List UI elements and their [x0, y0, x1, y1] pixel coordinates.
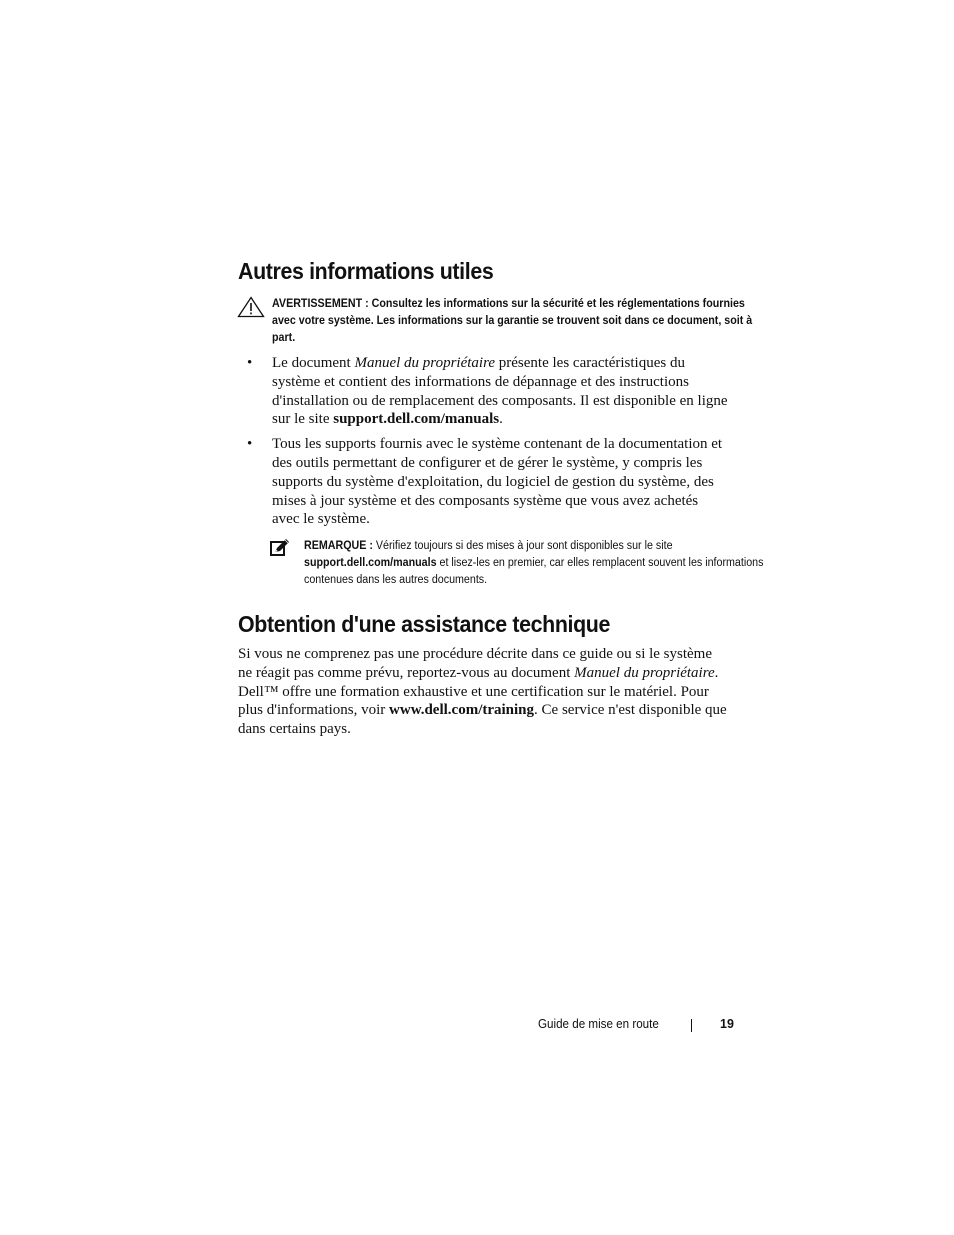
support-manuals-link: support.dell.com/manuals: [333, 411, 500, 428]
list-item-text: Tous les supports fournis avec le système contenant de la documentation et des outils permettant de configurer et de gérer le système, y compris les supports du système d'exploitation, du logiciel de gestion du système, des mises à jour système et des composants système que vous avez achetés avec le système.: [272, 436, 723, 528]
warning-triangle-icon: [237, 296, 265, 324]
note-label: REMARQUE :: [304, 540, 373, 552]
paragraph-text: . Ce service n'est disponible que dans certains pays.: [238, 702, 727, 738]
note-text: [304, 538, 765, 589]
note-link: support.dell.com/manuals: [304, 557, 437, 569]
resources-list: [238, 354, 728, 535]
note-body: et lisez-les en premier, car elles remplacent souvent les informations contenues dans les autres documents.: [304, 557, 764, 586]
owners-manual-title: Manuel du propriétaire: [574, 664, 715, 681]
section-title-autres-informations: Autres informations utiles: [238, 258, 494, 284]
warning-text: [272, 296, 765, 347]
list-item-text: présente les caractéristiques du système et contient des informations de dépannage et des instructions d'installation ou de remplacement des composants. Il est disponible en ligne sur le site: [272, 355, 728, 428]
paragraph-text: . Dell™ offre une formation exhaustive et une certification sur le matériel. Pour plus d'informations, voir: [238, 664, 719, 719]
owners-manual-title: Manuel du propriétaire: [354, 355, 496, 371]
page-number: 19: [720, 1017, 734, 1031]
list-item-supports: [238, 435, 728, 529]
note-body: Vérifiez toujours si des mises à jour sont disponibles sur le site: [372, 540, 673, 552]
training-link: www.dell.com/training: [389, 702, 535, 719]
warning-label: AVERTISSEMENT :: [272, 298, 369, 310]
note-pencil-icon: [269, 538, 291, 564]
footer-separator: [691, 1019, 692, 1032]
section-title-assistance-technique: Obtention d'une assistance technique: [238, 611, 611, 637]
paragraph-text: Si vous ne comprenez pas une procédure décrite dans ce guide ou si le système ne réagit pas comme prévu, reportez-vous au document: [238, 646, 713, 681]
footer-title: Guide de mise en route: [538, 1017, 659, 1031]
list-item-text: .: [499, 411, 503, 428]
assistance-paragraph: [238, 645, 728, 739]
warning-body: Consultez les informations sur la sécurité et les réglementations fournies avec votre système. Les informations sur la garantie se trouvent soit dans ce document, soit à part.: [272, 298, 753, 344]
list-item-text: Le document: [272, 355, 355, 371]
list-item-owners-manual: [238, 354, 728, 429]
